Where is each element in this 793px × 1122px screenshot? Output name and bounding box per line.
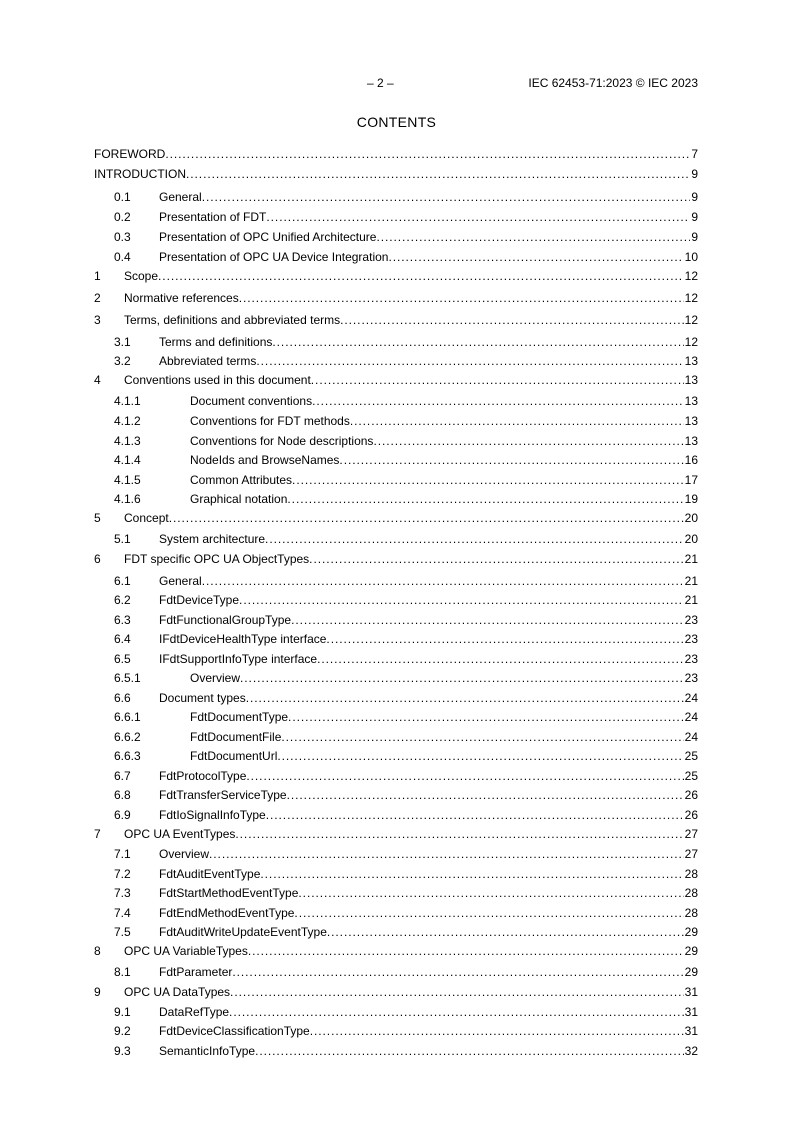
toc-entry[interactable] [94, 413, 698, 429]
toc-entry-number: 4 [94, 373, 101, 387]
toc-dot-leader [339, 452, 683, 468]
toc-dot-leader [169, 510, 684, 526]
toc-entry-title: FdtIoSignalInfoType [159, 808, 266, 822]
toc-entry[interactable] [94, 249, 698, 265]
toc-entry-page: 27 [684, 827, 698, 841]
toc-dot-leader [239, 592, 684, 608]
toc-entry-page: 29 [684, 925, 698, 939]
toc-entry-number: 0.1 [114, 190, 131, 204]
toc-entry-title: FdtDeviceType [159, 593, 240, 607]
toc-entry-page: 24 [684, 691, 698, 705]
toc-entry[interactable] [94, 826, 698, 842]
toc-entry-page: 25 [684, 769, 698, 783]
toc-entry[interactable] [94, 353, 698, 369]
toc-entry-title: FdtStartMethodEventType [159, 886, 299, 900]
toc-entry-page: 13 [684, 394, 698, 408]
toc-entry-page: 28 [684, 867, 698, 881]
page-header [0, 76, 793, 92]
toc-entry-page: 7 [691, 147, 698, 161]
toc-entry[interactable] [94, 709, 698, 725]
toc-dot-leader [288, 709, 684, 725]
toc-entry[interactable] [94, 372, 698, 388]
toc-entry-number: 5 [94, 511, 101, 525]
toc-entry-number: 5.1 [114, 532, 131, 546]
toc-entry-number: 6.4 [114, 632, 131, 646]
toc-entry-number: 0.3 [114, 230, 131, 244]
toc-entry-title: Conventions used in this document [124, 373, 311, 387]
toc-entry-number: 9 [94, 985, 101, 999]
toc-dot-leader [266, 807, 684, 823]
toc-entry-page: 9 [691, 167, 698, 181]
toc-entry-number: 6.9 [114, 808, 131, 822]
toc-entry-title: FdtFunctionalGroupType [159, 613, 292, 627]
toc-entry-page: 26 [684, 808, 698, 822]
toc-entry-title: FdtAuditWriteUpdateEventType [159, 925, 327, 939]
toc-entry-page: 10 [684, 250, 698, 264]
toc-dot-leader [272, 334, 683, 350]
toc-entry-number: 7.3 [114, 886, 131, 900]
toc-entry-number: 4.1.6 [114, 492, 141, 506]
toc-entry-title: FdtDeviceClassificationType [159, 1024, 310, 1038]
toc-entry[interactable] [94, 1004, 698, 1020]
toc-entry-number: 8 [94, 944, 101, 958]
toc-dot-leader [240, 670, 684, 686]
toc-entry-number: 4.1.2 [114, 414, 141, 428]
toc-entry[interactable] [94, 334, 698, 350]
toc-entry-page: 12 [684, 313, 698, 327]
toc-dot-leader [229, 1004, 684, 1020]
toc-entry-title: Conventions for FDT methods [190, 414, 350, 428]
toc-entry-title: DataRefType [159, 1005, 230, 1019]
toc-dot-leader [292, 472, 684, 488]
page-number: – 2 – [367, 76, 394, 90]
toc-dot-leader [294, 905, 683, 921]
toc-entry[interactable] [94, 807, 698, 823]
toc-entry-title: FdtDocumentUrl [190, 749, 278, 763]
toc-entry-title: FdtTransferServiceType [159, 788, 287, 802]
toc-entry-number: 0.4 [114, 250, 131, 264]
toc-entry-number: 4.1.3 [114, 434, 141, 448]
toc-entry-title: General [159, 574, 202, 588]
toc-entry-title: Concept [124, 511, 169, 525]
toc-entry[interactable] [94, 268, 698, 284]
toc-entry[interactable] [94, 189, 698, 205]
toc-entry-title: FdtAuditEventType [159, 867, 261, 881]
toc-entry-title: Document types [159, 691, 246, 705]
toc-entry[interactable] [94, 729, 698, 745]
toc-entry-page: 13 [684, 354, 698, 368]
toc-entry-number: 3.2 [114, 354, 131, 368]
toc-entry-title: Common Attributes [190, 473, 293, 487]
toc-entry-title: FOREWORD [94, 147, 166, 161]
toc-dot-leader [311, 372, 684, 388]
toc-dot-leader [239, 290, 684, 306]
toc-entry-page: 13 [684, 373, 698, 387]
toc-entry-page: 9 [691, 230, 698, 244]
toc-entry-page: 29 [684, 944, 698, 958]
toc-entry-title: Normative references [124, 291, 239, 305]
toc-entry[interactable] [94, 452, 698, 468]
toc-entry[interactable] [94, 768, 698, 784]
toc-entry-number: 8.1 [114, 965, 131, 979]
toc-entry[interactable] [94, 1023, 698, 1039]
toc-entry-number: 2 [94, 291, 101, 305]
toc-entry-number: 7 [94, 827, 101, 841]
toc-entry-page: 19 [684, 492, 698, 506]
toc-dot-leader [246, 690, 684, 706]
toc-entry-page: 12 [684, 269, 698, 283]
toc-entry-title: Presentation of OPC UA Device Integration [159, 250, 389, 264]
toc-entry[interactable] [94, 866, 698, 882]
toc-entry[interactable] [94, 393, 698, 409]
toc-entry-page: 16 [684, 453, 698, 467]
toc-entry-title: FdtDocumentFile [190, 730, 282, 744]
toc-entry-page: 9 [691, 210, 698, 224]
toc-dot-leader [248, 943, 684, 959]
toc-entry-number: 6.1 [114, 574, 131, 588]
toc-entry-title: Terms, definitions and abbreviated terms [124, 313, 341, 327]
toc-entry-page: 23 [684, 652, 698, 666]
toc-entry[interactable] [94, 491, 698, 507]
toc-entry-number: 6.5 [114, 652, 131, 666]
toc-entry-page: 21 [684, 552, 698, 566]
toc-dot-leader [340, 312, 684, 328]
toc-dot-leader [317, 651, 684, 667]
toc-entry-title: Scope [124, 269, 159, 283]
toc-dot-leader [388, 249, 683, 265]
toc-dot-leader [287, 787, 684, 803]
toc-entry-page: 24 [684, 730, 698, 744]
toc-dot-leader [186, 166, 690, 182]
toc-entry-page: 23 [684, 632, 698, 646]
toc-dot-leader [209, 846, 684, 862]
toc-dot-leader [235, 826, 683, 842]
toc-entry-page: 25 [684, 749, 698, 763]
toc-dot-leader [256, 353, 683, 369]
toc-entry-number: 6.8 [114, 788, 131, 802]
toc-dot-leader [246, 768, 683, 784]
toc-entry-title: OPC UA DataTypes [124, 985, 231, 999]
toc-entry-number: 6 [94, 552, 101, 566]
toc-entry-page: 13 [684, 434, 698, 448]
toc-dot-leader [158, 268, 684, 284]
toc-entry[interactable] [94, 229, 698, 245]
toc-entry-page: 13 [684, 414, 698, 428]
toc-dot-leader [373, 433, 683, 449]
toc-entry[interactable] [94, 433, 698, 449]
toc-dot-leader [327, 924, 684, 940]
toc-dot-leader [350, 413, 684, 429]
toc-entry[interactable] [94, 748, 698, 764]
toc-dot-leader [310, 1023, 684, 1039]
toc-entry[interactable] [94, 592, 698, 608]
toc-entry[interactable] [94, 690, 698, 706]
toc-entry-title: Presentation of OPC Unified Architecture [159, 230, 377, 244]
toc-entry[interactable] [94, 924, 698, 940]
toc-entry[interactable] [94, 166, 698, 182]
toc-entry-title: FdtEndMethodEventType [159, 906, 295, 920]
toc-entry-page: 12 [684, 335, 698, 349]
toc-entry-title: General [159, 190, 202, 204]
toc-entry-number: 0.2 [114, 210, 131, 224]
toc-entry-title: Terms and definitions [159, 335, 273, 349]
toc-entry-number: 9.2 [114, 1024, 131, 1038]
toc-dot-leader [287, 491, 683, 507]
toc-entry-page: 31 [684, 985, 698, 999]
toc-entry[interactable] [94, 670, 698, 686]
toc-dot-leader [265, 531, 684, 547]
toc-entry[interactable] [94, 905, 698, 921]
toc-dot-leader [298, 885, 683, 901]
toc-entry-title: Overview [190, 671, 241, 685]
toc-entry-page: 21 [684, 593, 698, 607]
contents-title: CONTENTS [356, 114, 437, 130]
toc-dot-leader [266, 209, 690, 225]
toc-dot-leader [277, 748, 683, 764]
toc-entry-number: 7.4 [114, 906, 131, 920]
toc-dot-leader [326, 631, 683, 647]
toc-dot-leader [165, 146, 690, 162]
toc-dot-leader [312, 393, 684, 409]
toc-entry-page: 24 [684, 710, 698, 724]
toc-entry-page: 17 [684, 473, 698, 487]
toc-entry[interactable] [94, 651, 698, 667]
toc-entry-title: NodeIds and BrowseNames [190, 453, 340, 467]
toc-entry-page: 31 [684, 1024, 698, 1038]
toc-entry-number: 6.5.1 [114, 671, 141, 685]
toc-entry-page: 27 [684, 847, 698, 861]
toc-entry-title: FdtParameter [159, 965, 233, 979]
toc-entry-page: 28 [684, 886, 698, 900]
toc-entry[interactable] [94, 312, 698, 328]
toc-entry-number: 4.1.5 [114, 473, 141, 487]
toc-entry-number: 3.1 [114, 335, 131, 349]
toc-entry-title: OPC UA VariableTypes [124, 944, 248, 958]
toc-entry-number: 6.7 [114, 769, 131, 783]
toc-entry-title: Overview [159, 847, 210, 861]
toc-entry-number: 4.1.1 [114, 394, 141, 408]
toc-entry-title: FdtProtocolType [159, 769, 247, 783]
toc-entry-number: 6.6.2 [114, 730, 141, 744]
toc-entry-number: 6.3 [114, 613, 131, 627]
toc-entry[interactable] [94, 290, 698, 306]
toc-entry-number: 4.1.4 [114, 453, 141, 467]
toc-entry[interactable] [94, 984, 698, 1000]
toc-dot-leader [291, 612, 684, 628]
toc-entry-page: 20 [684, 511, 698, 525]
toc-dot-leader [255, 1043, 684, 1059]
toc-entry-title: OPC UA EventTypes [124, 827, 236, 841]
toc-dot-leader [309, 551, 683, 567]
toc-entry-title: System architecture [159, 532, 266, 546]
toc-entry-title: Graphical notation [190, 492, 288, 506]
toc-entry-number: 6.2 [114, 593, 131, 607]
toc-entry[interactable] [94, 787, 698, 803]
toc-entry-title: FdtDocumentType [190, 710, 289, 724]
toc-entry[interactable] [94, 573, 698, 589]
toc-entry-title: Conventions for Node descriptions [190, 434, 374, 448]
toc-entry[interactable] [94, 964, 698, 980]
toc-entry-page: 9 [691, 190, 698, 204]
toc-entry[interactable] [94, 510, 698, 526]
toc-entry-number: 9.3 [114, 1044, 131, 1058]
toc-entry[interactable] [94, 846, 698, 862]
toc-entry-number: 1 [94, 269, 101, 283]
toc-dot-leader [260, 866, 683, 882]
toc-dot-leader [202, 189, 691, 205]
toc-entry-number: 6.6 [114, 691, 131, 705]
toc-entry[interactable] [94, 631, 698, 647]
toc-entry-title: FDT specific OPC UA ObjectTypes [124, 552, 310, 566]
toc-entry-page: 23 [684, 613, 698, 627]
toc-dot-leader [376, 229, 690, 245]
toc-entry-page: 23 [684, 671, 698, 685]
toc-entry[interactable] [94, 1043, 698, 1059]
toc-entry-title: Abbreviated terms [159, 354, 257, 368]
toc-entry-page: 28 [684, 906, 698, 920]
toc-entry-number: 7.1 [114, 847, 131, 861]
toc-entry[interactable] [94, 146, 698, 162]
toc-entry-title: SemanticInfoType [159, 1044, 256, 1058]
toc-entry-page: 21 [684, 574, 698, 588]
document-reference: IEC 62453-71:2023 © IEC 2023 [528, 76, 698, 90]
toc-entry-title: IFdtSupportInfoType interface [159, 652, 318, 666]
toc-entry-title: Presentation of FDT [159, 210, 267, 224]
toc-dot-leader [230, 984, 684, 1000]
toc-entry[interactable] [94, 551, 698, 567]
toc-entry-number: 6.6.1 [114, 710, 141, 724]
toc-entry-page: 26 [684, 788, 698, 802]
toc-entry-title: INTRODUCTION [94, 167, 186, 181]
toc-entry-title: IFdtDeviceHealthType interface [159, 632, 327, 646]
toc-entry-number: 6.6.3 [114, 749, 141, 763]
toc-entry-number: 9.1 [114, 1005, 131, 1019]
toc-entry-number: 7.5 [114, 925, 131, 939]
toc-entry[interactable] [94, 885, 698, 901]
toc-entry-number: 3 [94, 313, 101, 327]
toc-dot-leader [202, 573, 684, 589]
toc-entry[interactable] [94, 472, 698, 488]
toc-entry[interactable] [94, 612, 698, 628]
toc-entry-title: Document conventions [190, 394, 313, 408]
toc-entry-page: 32 [684, 1044, 698, 1058]
toc-entry-page: 29 [684, 965, 698, 979]
toc-entry[interactable] [94, 943, 698, 959]
toc-entry-page: 20 [684, 532, 698, 546]
toc-entry-page: 31 [684, 1005, 698, 1019]
toc-entry-page: 12 [684, 291, 698, 305]
toc-entry[interactable] [94, 209, 698, 225]
toc-entry-number: 7.2 [114, 867, 131, 881]
toc-dot-leader [232, 964, 683, 980]
toc-entry[interactable] [94, 531, 698, 547]
toc-dot-leader [281, 729, 683, 745]
